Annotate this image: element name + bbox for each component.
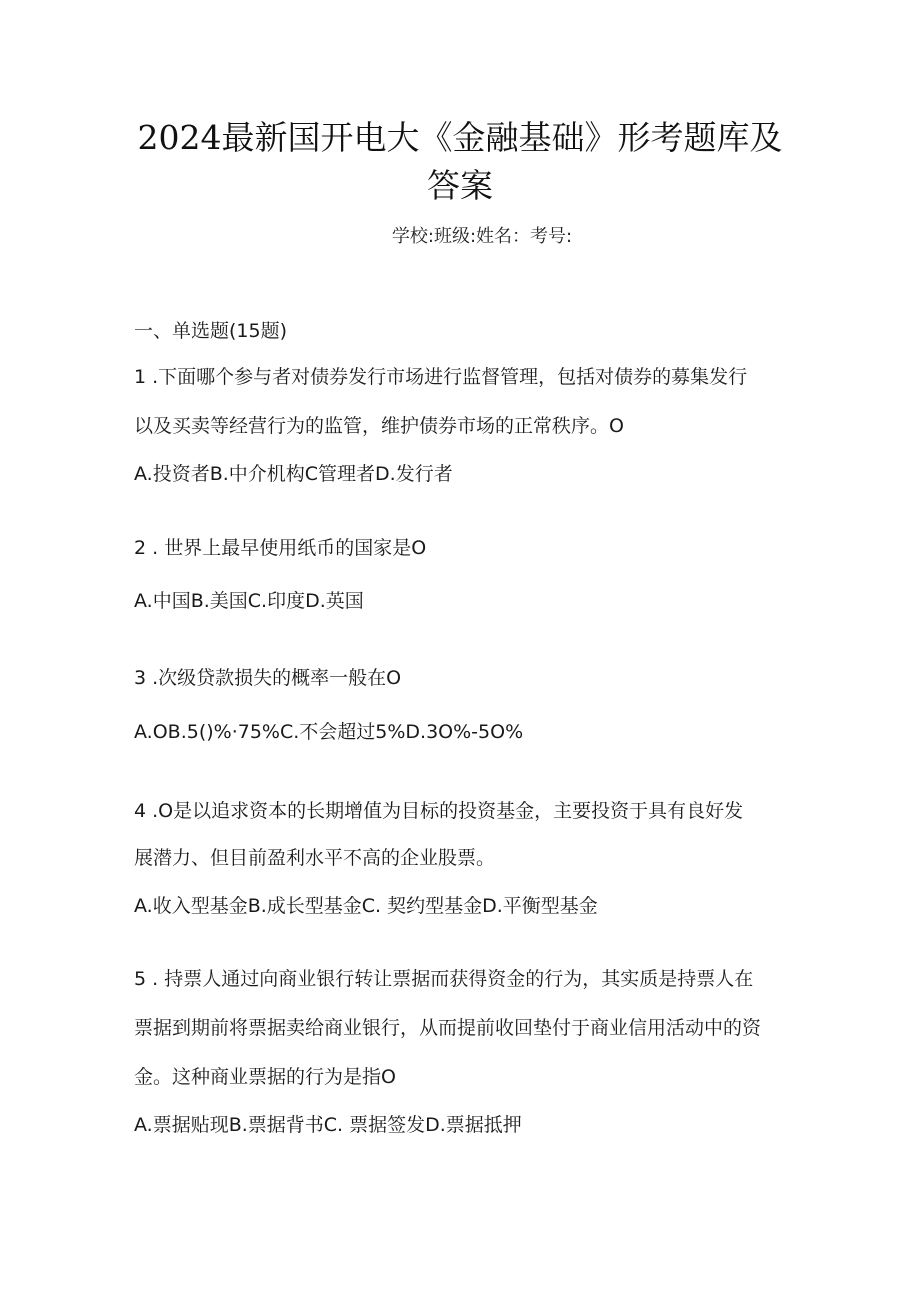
question-2-line-1: 2 . 世界上最早使用纸币的国家是O <box>134 537 427 559</box>
question-5-line-2: 票据到期前将票据卖给商业银行，从而提前收回垫付于商业信用活动中的资 <box>134 1017 762 1039</box>
question-3-options: A.OB.5()%·75%C.不会超过5%D.3O%-5O% <box>134 721 524 743</box>
document-title-line-2: 答案 <box>427 166 493 205</box>
question-4-line-1: 4 .O是以追求资本的长期增值为目标的投资基金，主要投资于具有良好发 <box>134 800 744 822</box>
question-3-line-1: 3 .次级贷款损失的概率一般在O <box>134 667 402 689</box>
question-4-options: A.收入型基金B.成长型基金C. 契约型基金D.平衡型基金 <box>134 895 598 917</box>
question-1-line-1: 1 .下面哪个参与者对债券发行市场进行监督管理，包括对债券的募集发行 <box>134 366 748 388</box>
document-title-line-1: 2024最新国开电大《金融基础》形考题库及 <box>137 118 783 157</box>
question-2-options: A.中国B.美国C.印度D.英国 <box>134 590 364 612</box>
section-heading: 一、单选题(15题) <box>134 320 288 342</box>
question-5-line-3: 金。这种商业票据的行为是指O <box>134 1066 396 1088</box>
question-5-line-1: 5 . 持票人通过向商业银行转让票据而获得资金的行为，其实质是持票人在 <box>134 968 754 990</box>
question-5-options: A.票据贴现B.票据背书C. 票据签发D.票据抵押 <box>134 1114 522 1136</box>
question-4-line-2: 展潜力、但目前盈利水平不高的企业股票。 <box>134 847 496 869</box>
question-1-line-2: 以及买卖等经营行为的监管，维护债券市场的正常秩序。O <box>134 415 624 437</box>
question-1-options: A.投资者B.中介机构C管理者D.发行者 <box>134 463 453 485</box>
student-info-line: 学校:班级:姓名：考号: <box>391 226 573 247</box>
